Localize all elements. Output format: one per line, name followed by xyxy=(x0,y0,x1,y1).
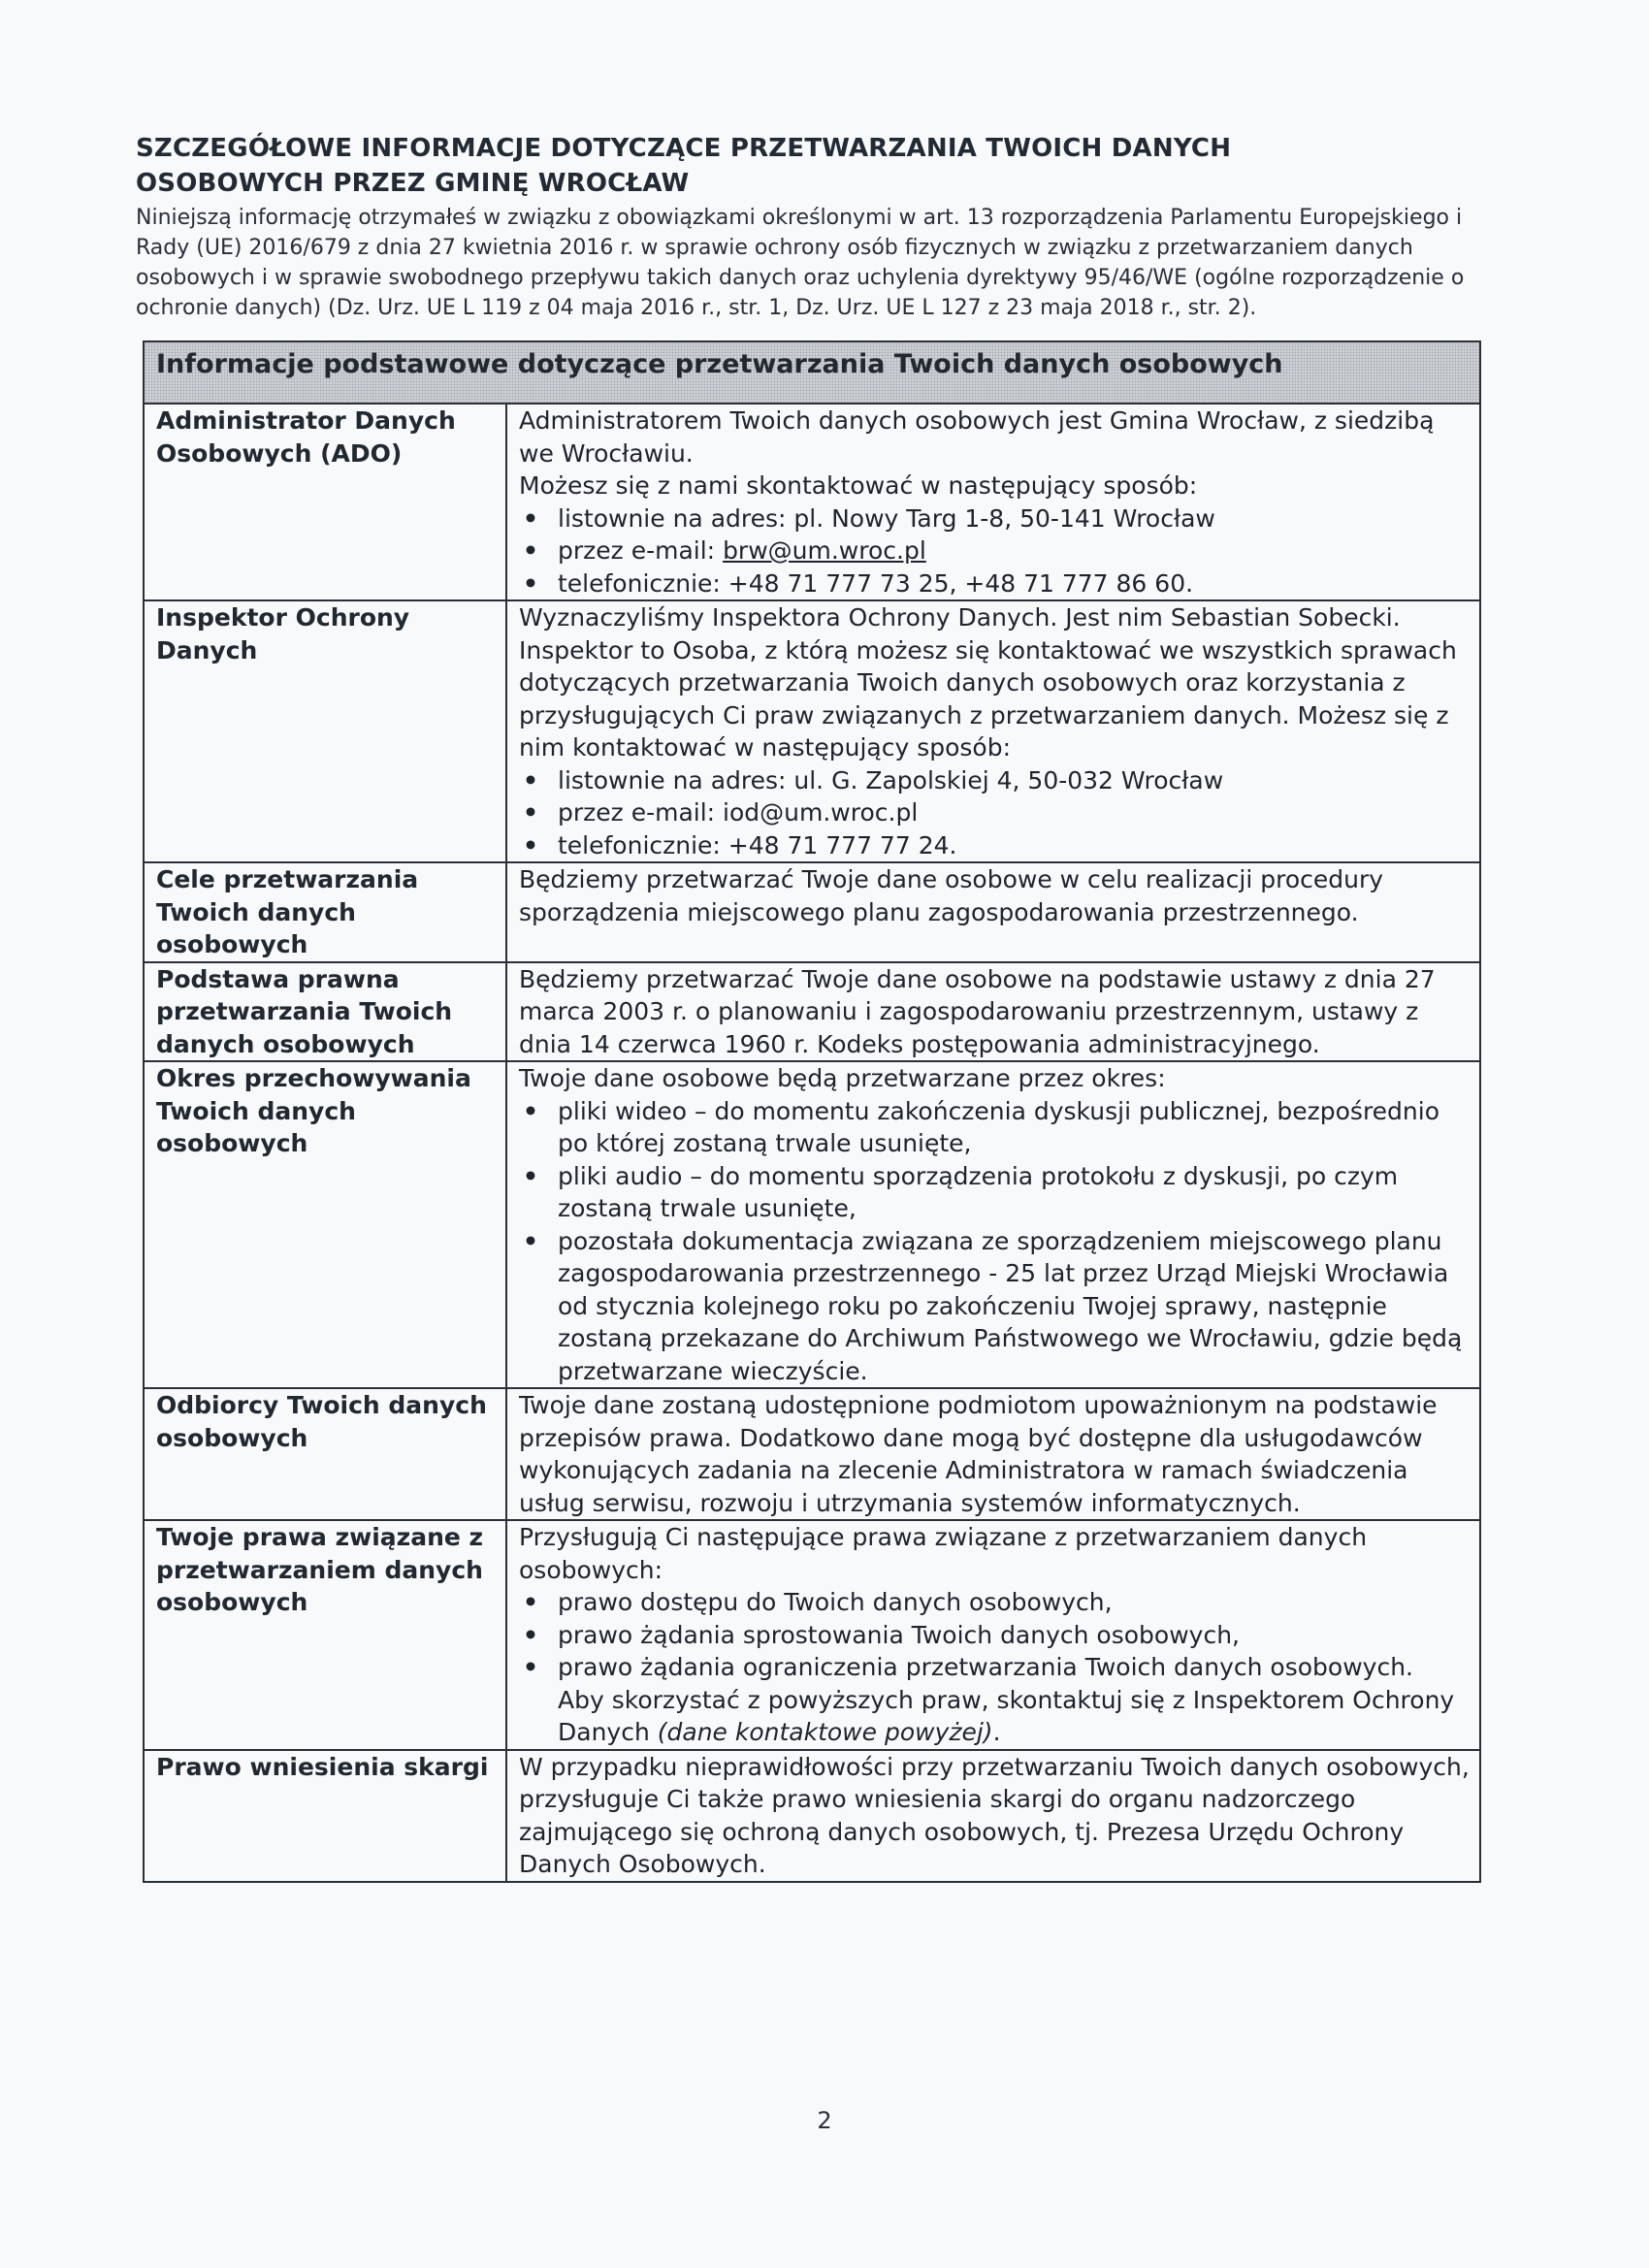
rights-list xyxy=(519,1586,1471,1684)
contact-list xyxy=(519,764,1471,862)
table-row-recipients xyxy=(144,1388,1480,1520)
title-line-1: SZCZEGÓŁOWE INFORMACJE DOTYCZĄCE PRZETWARZANIA TWOICH DANYCH xyxy=(136,134,1232,163)
document-page xyxy=(136,131,1484,1883)
row-content xyxy=(506,1520,1480,1750)
row-label: Inspektor Ochrony Danych xyxy=(144,600,506,862)
row-text: Przysługują Ci następujące prawa związane z przetwarzaniem danych osobowych: xyxy=(519,1523,1368,1584)
data-processing-info-table xyxy=(143,340,1481,1883)
table-row-purposes xyxy=(144,862,1480,962)
list-item: • pliki audio – do momentu sporządzenia protokołu z dyskusji, po czym zostaną trwale usunięte, xyxy=(558,1160,1471,1225)
row-content xyxy=(506,600,1480,862)
page-number: 2 xyxy=(817,2107,832,2134)
row-label: Podstawa prawna przetwarzania Twoich danych osobowych xyxy=(144,962,506,1062)
contact-list xyxy=(519,502,1471,600)
row-content: W przypadku nieprawidłowości przy przetwarzaniu Twoich danych osobowych, przysługuje Ci także prawo wniesienia skargi do organu nadzorczego zajmującego się ochroną danych osobowych, tj. Prezesa Urzędu Ochrony Danych Osobowych. xyxy=(506,1750,1480,1882)
table-row-complaint xyxy=(144,1750,1480,1882)
row-content: Będziemy przetwarzać Twoje dane osobowe w celu realizacji procedury sporządzenia miejscowego planu zagospodarowania przestrzennego. xyxy=(506,862,1480,962)
list-item-label: przez e-mail: xyxy=(558,536,724,565)
note-text: Aby skorzystać z powyższych praw, skontaktuj się z Inspektorem Ochrony Danych xyxy=(558,1685,1455,1746)
list-item: • listownie na adres: pl. Nowy Targ 1-8, 50-141 Wrocław xyxy=(558,502,1471,535)
rights-note xyxy=(519,1684,1471,1749)
row-content: Będziemy przetwarzać Twoje dane osobowe na podstawie ustawy z dnia 27 marca 2003 r. o planowaniu i zagospodarowaniu przestrzennym, ustawy z dnia 14 czerwca 1960 r. Kodeks postępowania administracyjnego. xyxy=(506,962,1480,1062)
row-content xyxy=(506,404,1480,600)
email-link[interactable]: brw@um.wroc.pl xyxy=(723,536,926,565)
row-text: Twoje dane osobowe będą przetwarzane przez okres: xyxy=(519,1064,1166,1092)
document-title xyxy=(136,131,1484,201)
row-text: Wyznaczyliśmy Inspektora Ochrony Danych. Jest nim Sebastian Sobecki. Inspektor to Osoba, z którą możesz się kontaktować we wszystkich sprawach dotyczących przetwarzania Twoich danych osobowych oraz korzystania z przysługujących Ci praw związanych z przetwarzaniem danych. Możesz się z nim kontaktować w następujący sposób: xyxy=(519,603,1457,761)
list-item: • prawo dostępu do Twoich danych osobowych, xyxy=(558,1586,1471,1619)
row-text: Możesz się z nami skontaktować w następujący sposób: xyxy=(519,471,1198,500)
table-row-administrator xyxy=(144,404,1480,600)
title-line-2: OSOBOWYCH PRZEZ GMINĘ WROCŁAW xyxy=(136,169,690,198)
list-item: • pozostała dokumentacja związana ze sporządzeniem miejscowego planu zagospodarowania przestrzennego - 25 lat przez Urząd Miejski Wrocławia od stycznia kolejnego roku po zakończeniu Twojej sprawy, następnie zostaną przekazane do Archiwum Państwowego we Wrocławiu, gdzie będą przetwarzane wieczyście. xyxy=(558,1225,1471,1388)
list-item: • prawo żądania sprostowania Twoich danych osobowych, xyxy=(558,1619,1471,1652)
row-label: Okres przechowywania Twoich danych osobowych xyxy=(144,1061,506,1388)
row-label: Cele przetwarzania Twoich danych osobowych xyxy=(144,862,506,962)
row-label: Administrator Danych Osobowych (ADO) xyxy=(144,404,506,600)
table-row-legal-basis xyxy=(144,962,1480,1062)
intro-paragraph: Niniejszą informację otrzymałeś w związku z obowiązkami określonymi w art. 13 rozporządzenia Parlamentu Europejskiego i Rady (UE) 2016/679 z dnia 27 kwietnia 2016 r. w sprawie ochrony osób fizycznych w związku z przetwarzaniem danych osobowych i w sprawie swobodnego przepływu takich danych oraz uchylenia dyrektywy 95/46/WE (ogólne rozporządzenie o ochronie danych) (Dz. Urz. UE L 119 z 04 maja 2016 r., str. 1, Dz. Urz. UE L 127 z 23 maja 2018 r., str. 2). xyxy=(136,206,1465,320)
list-item: • telefonicznie: +48 71 777 77 24. xyxy=(558,829,1471,862)
note-end: . xyxy=(992,1718,1001,1746)
row-text: Administratorem Twoich danych osobowych jest Gmina Wrocław, z siedzibą we Wrocławiu. xyxy=(519,406,1435,468)
list-item: • pliki wideo – do momentu zakończenia dyskusji publicznej, bezpośrednio po której zostaną trwale usunięte, xyxy=(558,1095,1471,1160)
note-italic: (dane kontaktowe powyżej) xyxy=(657,1718,993,1746)
table-header-row xyxy=(144,341,1480,404)
list-item: • przez e-mail: iod@um.wroc.pl xyxy=(558,796,1471,829)
table-row-inspector xyxy=(144,600,1480,862)
list-item: • telefonicznie: +48 71 777 73 25, +48 71 777 86 60. xyxy=(558,567,1471,600)
list-item: • listownie na adres: ul. G. Zapolskiej 4, 50-032 Wrocław xyxy=(558,764,1471,797)
table-row-retention-period xyxy=(144,1061,1480,1388)
table-header: Informacje podstawowe dotyczące przetwarzania Twoich danych osobowych xyxy=(144,341,1480,404)
row-content: Twoje dane zostaną udostępnione podmiotom upoważnionym na podstawie przepisów prawa. Dodatkowo dane mogą być dostępne dla usługodawców wykonujących zadania na zlecenie Administratora w ramach świadczenia usług serwisu, rozwoju i utrzymania systemów informatycznych. xyxy=(506,1388,1480,1520)
table-row-rights xyxy=(144,1520,1480,1750)
list-item xyxy=(558,535,1471,567)
row-label: Odbiorcy Twoich danych osobowych xyxy=(144,1388,506,1520)
row-label: Prawo wniesienia skargi xyxy=(144,1750,506,1882)
row-label: Twoje prawa związane z przetwarzaniem danych osobowych xyxy=(144,1520,506,1750)
retention-list xyxy=(519,1095,1471,1388)
list-item: • prawo żądania ograniczenia przetwarzania Twoich danych osobowych. xyxy=(558,1651,1471,1684)
row-content xyxy=(506,1061,1480,1388)
